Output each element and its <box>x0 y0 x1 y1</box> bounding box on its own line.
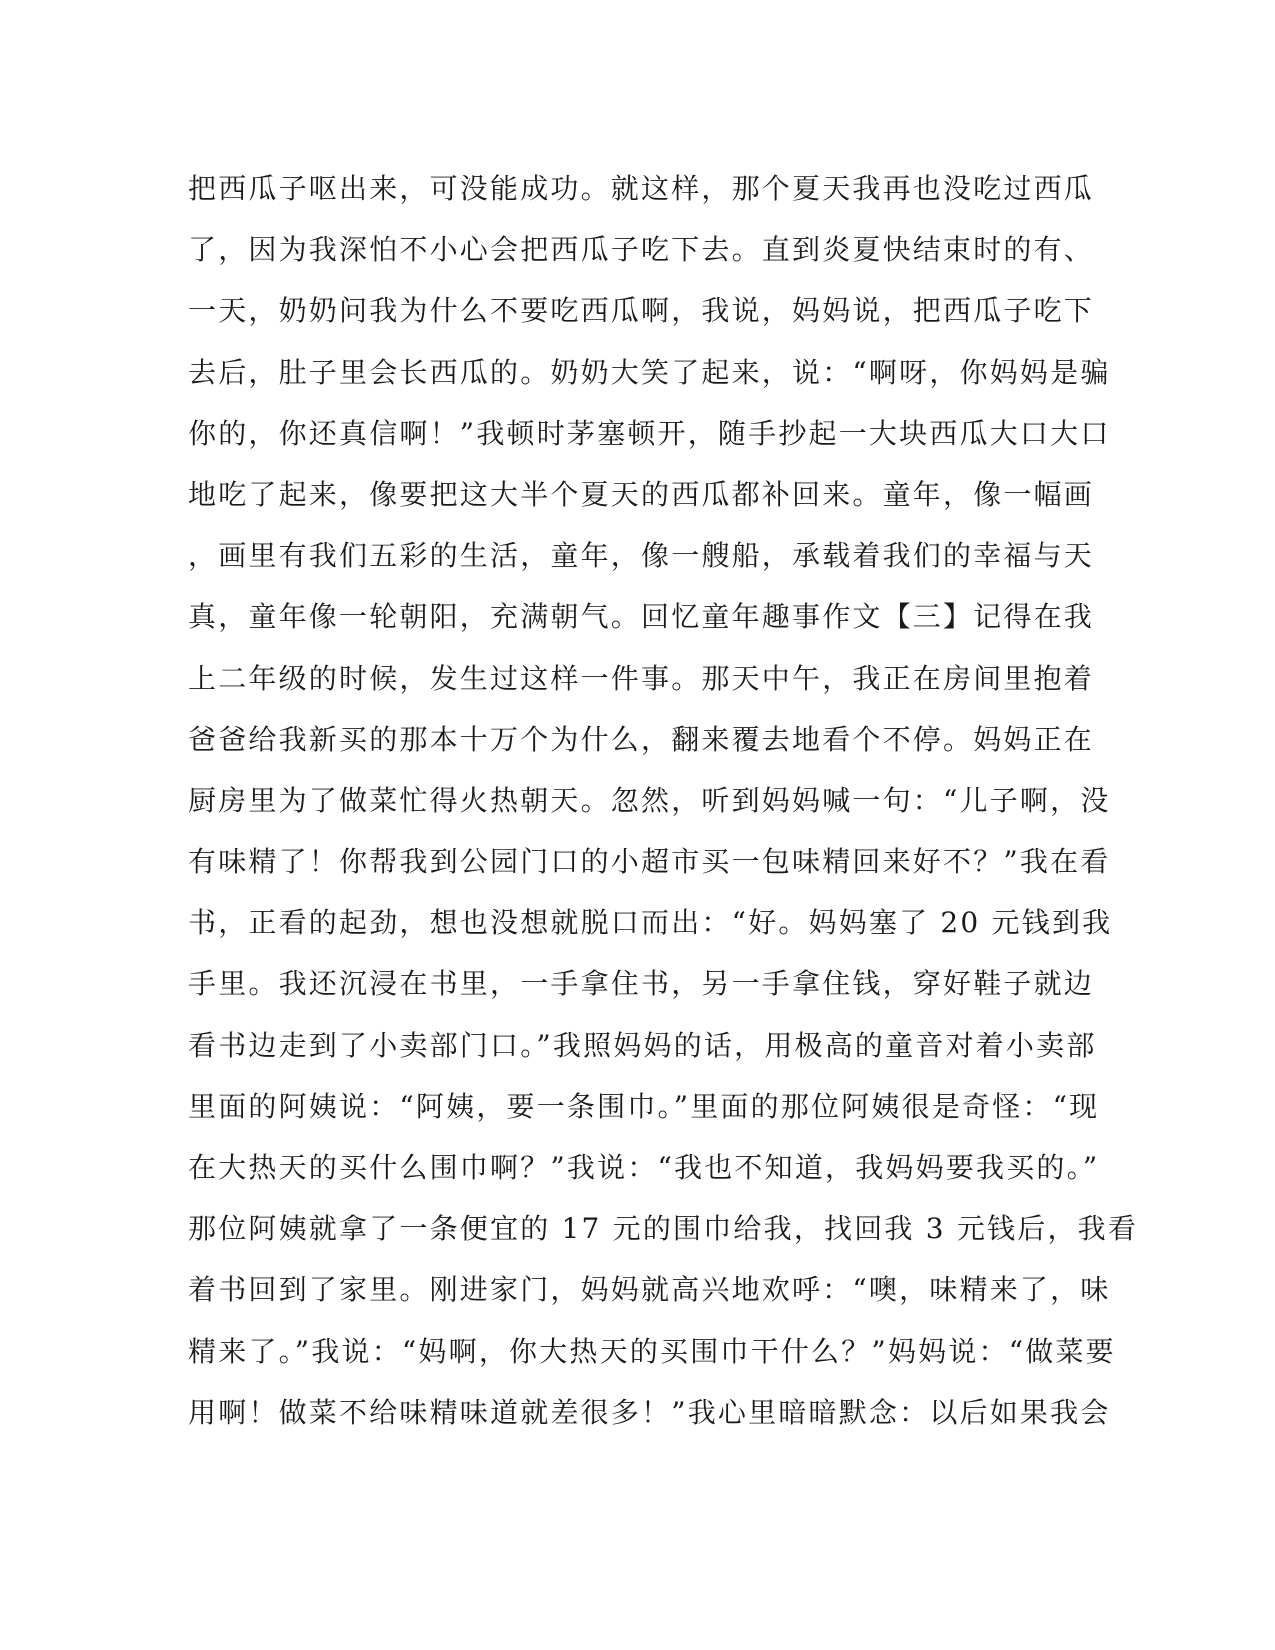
text-line: 一天，奶奶问我为什么不要吃西瓜啊，我说，妈妈说，把西瓜子吃下 <box>188 294 1095 328</box>
text-line: 里面的阿姨说：“阿姨，要一条围巾。”里面的那位阿姨很是奇怪：“现 <box>188 1089 1100 1123</box>
text-line: 地吃了起来，像要把这大半个夏天的西瓜都补回来。童年，像一幅画 <box>188 477 1095 511</box>
text-line: 有味精了！你帮我到公园门口的小超市买一包味精回来好不？”我在看 <box>188 845 1111 879</box>
text-line: 用啊！做菜不给味精味道就差很多！”我心里暗暗默念：以后如果我会 <box>188 1395 1111 1429</box>
text-line: 手里。我还沉浸在书里，一手拿住书，另一手拿住钱，穿好鞋子就边 <box>188 967 1095 1001</box>
text-line: 把西瓜子呕出来，可没能成功。就这样，那个夏天我再也没吃过西瓜 <box>188 172 1095 205</box>
body-text <box>188 158 1139 1443</box>
text-line: 那位阿姨就拿了一条便宜的 17 元的围巾给我，找回我 3 元钱后，我看 <box>188 1212 1139 1246</box>
text-line: 真，童年像一轮朝阳，充满朝气。回忆童年趣事作文【三】记得在我 <box>188 600 1095 634</box>
text-line: ，画里有我们五彩的生活，童年，像一艘船，承载着我们的幸福与天 <box>188 539 1095 573</box>
text-line: 爸爸给我新买的那本十万个为什么，翻来覆去地看个不停。妈妈正在 <box>188 722 1095 756</box>
text-line: 上二年级的时候，发生过这样一件事。那天中午，我正在房间里抱着 <box>188 661 1095 695</box>
text-line: 看书边走到了小卖部门口。”我照妈妈的话，用极高的童音对着小卖部 <box>188 1028 1097 1062</box>
text-line: 着书回到了家里。刚进家门，妈妈就高兴地欢呼：“噢，味精来了，味 <box>188 1273 1111 1307</box>
text-line: 书，正看的起劲，想也没想就脱口而出：“好。妈妈塞了 20 元钱到我 <box>188 906 1113 940</box>
text-line: 了，因为我深怕不小心会把西瓜子吃下去。直到炎夏快结束时的有、 <box>188 233 1095 267</box>
text-line: 去后，肚子里会长西瓜的。奶奶大笑了起来，说：“啊呀，你妈妈是骗 <box>188 355 1111 389</box>
text-line: 你的，你还真信啊！”我顿时茅塞顿开，随手抄起一大块西瓜大口大口 <box>188 416 1111 450</box>
text-line: 在大热天的买什么围巾啊？”我说：“我也不知道，我妈妈要我买的。” <box>188 1151 1100 1184</box>
text-line: 精来了。”我说：“妈啊，你大热天的买围巾干什么？”妈妈说：“做菜要 <box>188 1334 1116 1368</box>
text-line: 厨房里为了做菜忙得火热朝天。忽然，听到妈妈喊一句：“儿子啊，没 <box>188 783 1111 817</box>
